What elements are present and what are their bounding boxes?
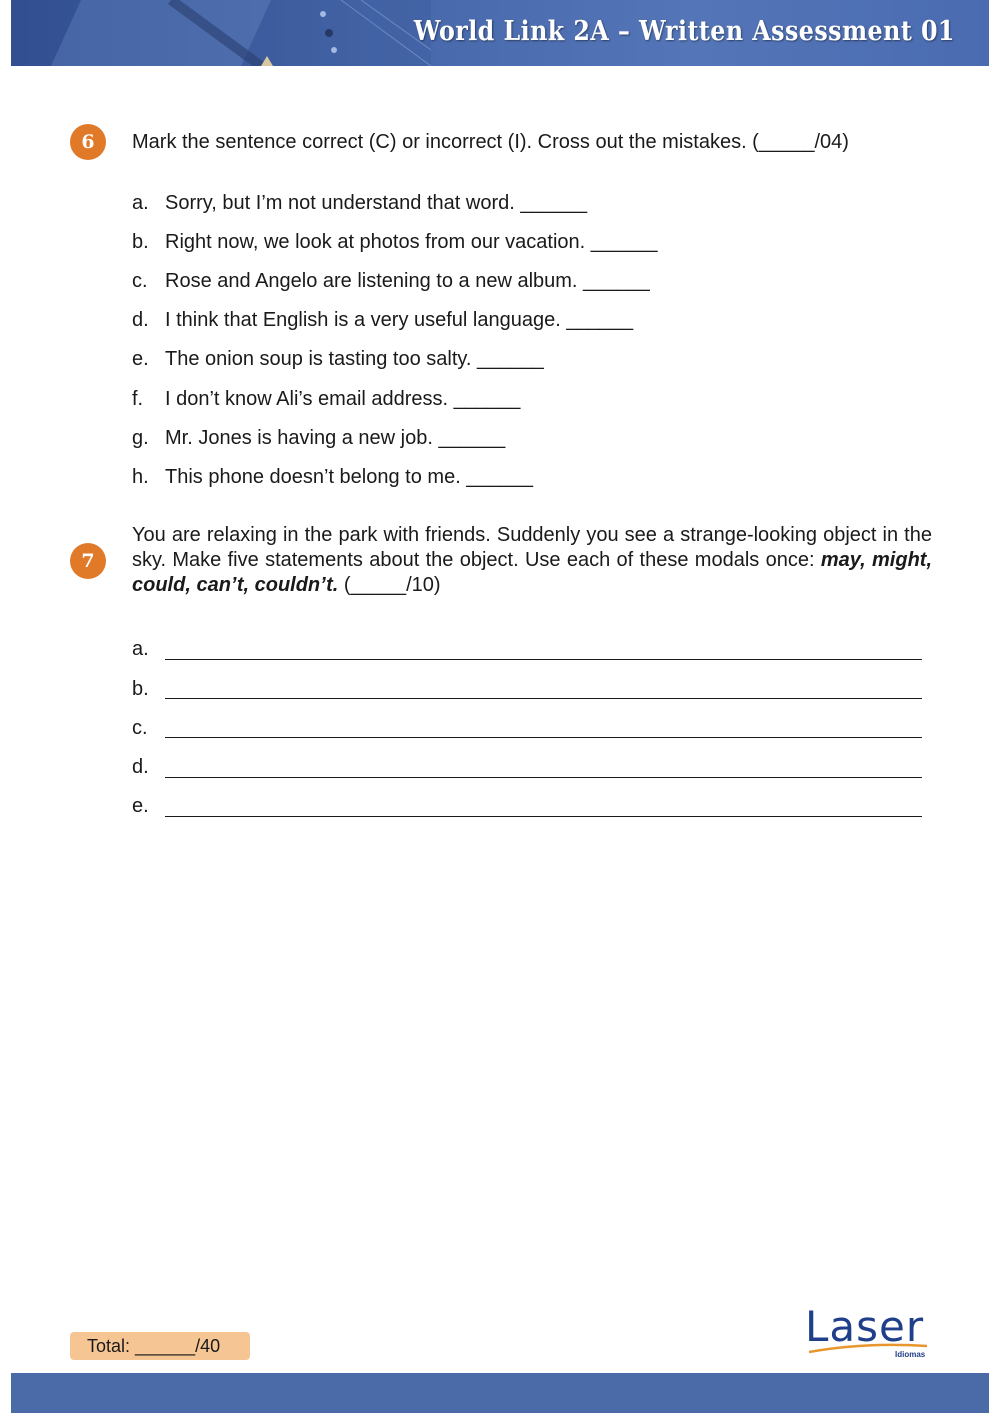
list-item <box>132 191 587 216</box>
answer-line[interactable] <box>165 777 922 778</box>
item-text: Sorry, but I’m not understand that word. ______ <box>165 192 588 214</box>
question-6-instruction: Mark the sentence correct (C) or incorrect (I). Cross out the mistakes. (_____/04) <box>132 131 849 153</box>
list-item <box>132 387 520 412</box>
page-footer <box>11 1373 989 1413</box>
item-letter: e. <box>132 348 149 370</box>
question-7-score: (_____/10) <box>343 574 441 596</box>
header-decoration <box>11 0 431 66</box>
list-item <box>132 230 658 255</box>
total-score-box: Total: ______/40 <box>70 1332 250 1360</box>
list-item <box>132 794 165 819</box>
item-text: I don’t know Ali’s email address. ______ <box>165 388 521 410</box>
answer-line[interactable] <box>165 659 922 660</box>
question-6-badge: 6 <box>70 124 106 160</box>
list-item <box>132 347 544 372</box>
item-text: Rose and Angelo are listening to a new album. ______ <box>165 270 650 292</box>
list-item <box>132 716 165 741</box>
item-letter: c. <box>132 717 148 739</box>
list-item <box>132 755 165 780</box>
item-letter: g. <box>132 427 149 449</box>
logo-word: Laser <box>805 1302 925 1351</box>
answer-line[interactable] <box>165 816 922 817</box>
item-letter: c. <box>132 270 148 292</box>
item-letter: f. <box>132 388 144 410</box>
list-item <box>132 269 650 294</box>
item-letter: e. <box>132 795 149 817</box>
question-7-modals: may, might, could, can’t, couldn’t. <box>132 549 932 596</box>
answer-line[interactable] <box>165 698 922 699</box>
item-text: This phone doesn’t belong to me. ______ <box>165 466 534 488</box>
question-7-badge: 7 <box>70 543 106 579</box>
logo-subtitle: Idiomas <box>895 1350 926 1359</box>
item-text: I think that English is a very useful language. ______ <box>165 309 634 331</box>
item-letter: d. <box>132 756 149 778</box>
laser-logo <box>805 1302 930 1360</box>
item-text: Mr. Jones is having a new job. ______ <box>165 427 506 449</box>
list-item <box>132 677 165 702</box>
list-item <box>132 465 533 490</box>
item-letter: a. <box>132 638 149 660</box>
document-title: World Link 2A – Written Assessment 01 <box>413 16 955 47</box>
answer-line[interactable] <box>165 737 922 738</box>
item-text: Right now, we look at photos from our vacation. ______ <box>165 231 658 253</box>
question-7-text: You are relaxing in the park with friends. Suddenly you see a strange-looking object in the sky. Make five statements about the object. Use each of these modals once: <box>132 524 932 571</box>
item-letter: d. <box>132 309 149 331</box>
page-header <box>11 0 989 66</box>
list-item <box>132 308 633 333</box>
item-letter: h. <box>132 466 149 488</box>
item-letter: b. <box>132 231 149 253</box>
list-item <box>132 637 165 662</box>
item-letter: b. <box>132 678 149 700</box>
item-letter: a. <box>132 192 149 214</box>
question-7-instruction <box>132 523 932 598</box>
list-item <box>132 426 505 451</box>
item-text: The onion soup is tasting too salty. ______ <box>165 348 544 370</box>
